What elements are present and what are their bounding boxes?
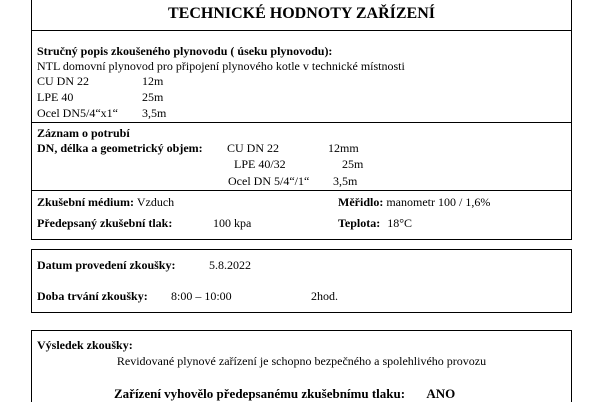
- record-dn-label: DN, délka a geometrický objem:: [37, 141, 203, 155]
- record-item-name: LPE 40/32: [234, 157, 286, 171]
- duration-hours: 2hod.: [311, 289, 338, 303]
- record-item-name: CU DN 22: [227, 141, 280, 155]
- medium-label: Zkušební médium:: [37, 195, 135, 209]
- result-answer: ANO: [426, 386, 456, 401]
- test-time-section: [31, 249, 572, 313]
- description-item-length: 25m: [142, 90, 164, 104]
- temperature-row: [338, 217, 412, 229]
- medium-value: Vzduch: [136, 195, 175, 209]
- duration-range: 8:00 – 10:00: [171, 289, 232, 303]
- duration-label: Doba trvání zkoušky:: [37, 289, 148, 303]
- description-item-name: CU DN 22: [37, 74, 90, 88]
- divider: [32, 190, 571, 191]
- description-item-name: Ocel DN5/4“x1“: [37, 106, 118, 120]
- record-label: Záznam o potrubí: [37, 126, 130, 140]
- meter-row: [338, 196, 490, 208]
- description-label: Stručný popis zkoušeného plynovodu ( úseku plynovodu):: [37, 44, 333, 58]
- record-item-length: 12mm: [328, 141, 359, 155]
- pressure-value: 100 kpa: [213, 216, 252, 230]
- result-section: [31, 330, 572, 402]
- divider: [32, 122, 571, 123]
- page-title: TECHNICKÉ HODNOTY ZAŘÍZENÍ: [167, 5, 435, 22]
- description-item-length: 12m: [142, 74, 164, 88]
- result-conclusion-row: [114, 387, 455, 400]
- pressure-label: Předepsaný zkušební tlak:: [37, 216, 173, 230]
- result-text: Revidované plynové zařízení je schopno bezpečného a spolehlivého provozu: [116, 354, 487, 368]
- description-item-name: LPE 40: [37, 90, 74, 104]
- meter-value: manometr 100 / 1,6%: [386, 195, 491, 209]
- meter-label: Měřidlo:: [338, 195, 384, 209]
- date-label: Datum provedení zkoušky:: [37, 258, 176, 272]
- description-item-length: 3,5m: [142, 106, 167, 120]
- medium-row: [37, 196, 174, 208]
- temperature-label: Teplota:: [338, 216, 381, 230]
- record-item-length: 3,5m: [333, 174, 358, 188]
- result-label: Výsledek zkoušky:: [37, 338, 133, 352]
- date-value: 5.8.2022: [209, 258, 251, 272]
- record-item-length: 25m: [342, 157, 364, 171]
- record-item-name: Ocel DN 5/4“/1“: [228, 174, 310, 188]
- description-text: NTL domovní plynovod pro připojení plynového kotle v technické místnosti: [37, 59, 405, 73]
- result-conclusion: Zařízení vyhovělo předepsanému zkušebnímu tlaku:: [114, 386, 406, 401]
- temperature-value: 18°C: [387, 216, 413, 230]
- technical-values-section: [31, 0, 572, 240]
- divider: [32, 30, 571, 31]
